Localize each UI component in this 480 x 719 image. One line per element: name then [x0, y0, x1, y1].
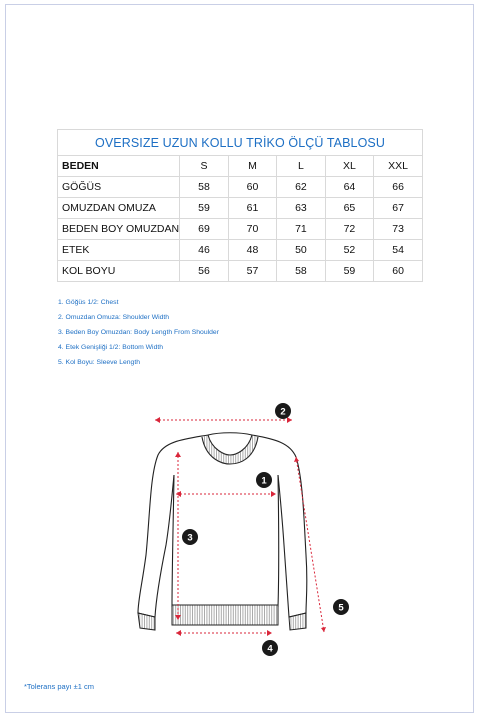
table-cell: 73 — [374, 219, 423, 240]
header-label: BEDEN — [58, 156, 180, 177]
table-cell: 56 — [180, 261, 228, 282]
table-cell: 70 — [228, 219, 276, 240]
row-label: ETEK — [58, 240, 180, 261]
svg-text:5: 5 — [338, 602, 344, 614]
row-label: OMUZDAN OMUZA — [58, 198, 180, 219]
size-header: XXL — [374, 156, 423, 177]
table-cell: 62 — [277, 177, 325, 198]
measure-arrows — [155, 417, 326, 636]
marker-1 — [256, 472, 272, 488]
marker-2 — [275, 403, 291, 419]
table-cell: 57 — [228, 261, 276, 282]
table-cell: 52 — [325, 240, 374, 261]
marker-4 — [262, 640, 278, 656]
table-cell: 66 — [374, 177, 423, 198]
table-title: OVERSIZE UZUN KOLLU TRİKO ÖLÇÜ TABLOSU — [58, 130, 423, 156]
table-cell: 71 — [277, 219, 325, 240]
note-item: 3. Beden Boy Omuzdan: Body Length From Shoulder — [58, 329, 219, 336]
svg-text:1: 1 — [261, 475, 267, 487]
table-cell: 67 — [374, 198, 423, 219]
note-item: 2. Omuzdan Omuza: Shoulder Width — [58, 314, 170, 321]
row-label: BEDEN BOY OMUZDAN — [58, 219, 180, 240]
svg-text:3: 3 — [187, 532, 193, 544]
table-cell: 60 — [228, 177, 276, 198]
size-header: L — [277, 156, 325, 177]
size-header: S — [180, 156, 228, 177]
note-item: 5. Kol Boyu: Sleeve Length — [58, 359, 140, 366]
table-header-row — [58, 156, 423, 177]
tolerance-note: *Tolerans payı ±1 cm — [24, 682, 94, 691]
row-label: KOL BOYU — [58, 261, 180, 282]
table-cell: 63 — [277, 198, 325, 219]
table-cell: 65 — [325, 198, 374, 219]
marker-5 — [333, 599, 349, 615]
hem-rib — [172, 605, 278, 625]
size-chart-table — [57, 129, 423, 282]
sweater-diagram — [0, 395, 480, 665]
table-row — [58, 261, 423, 282]
left-cuff — [138, 613, 155, 630]
table-row — [58, 177, 423, 198]
note-item: 4. Etek Genişliği 1/2: Bottom Width — [58, 344, 164, 351]
table-row — [58, 240, 423, 261]
table-cell: 50 — [277, 240, 325, 261]
table-cell: 72 — [325, 219, 374, 240]
table-cell: 48 — [228, 240, 276, 261]
size-header: M — [228, 156, 276, 177]
table-cell: 60 — [374, 261, 423, 282]
table-cell: 64 — [325, 177, 374, 198]
note-item: 1. Göğüs 1/2: Chest — [58, 299, 119, 306]
table-cell: 69 — [180, 219, 228, 240]
table-cell: 58 — [180, 177, 228, 198]
table-cell: 61 — [228, 198, 276, 219]
table-row — [58, 198, 423, 219]
table-cell: 58 — [277, 261, 325, 282]
size-header: XL — [325, 156, 374, 177]
svg-text:4: 4 — [267, 643, 273, 655]
right-cuff — [289, 613, 306, 630]
svg-text:2: 2 — [280, 406, 286, 418]
table-cell: 59 — [180, 198, 228, 219]
collar-rib — [202, 435, 258, 464]
table-cell: 54 — [374, 240, 423, 261]
row-label: GÖĞÜS — [58, 177, 180, 198]
sleeve-line — [296, 457, 324, 632]
measurement-notes — [58, 295, 219, 370]
table-cell: 59 — [325, 261, 374, 282]
table-cell: 46 — [180, 240, 228, 261]
marker-3 — [182, 529, 198, 545]
table-row — [58, 219, 423, 240]
